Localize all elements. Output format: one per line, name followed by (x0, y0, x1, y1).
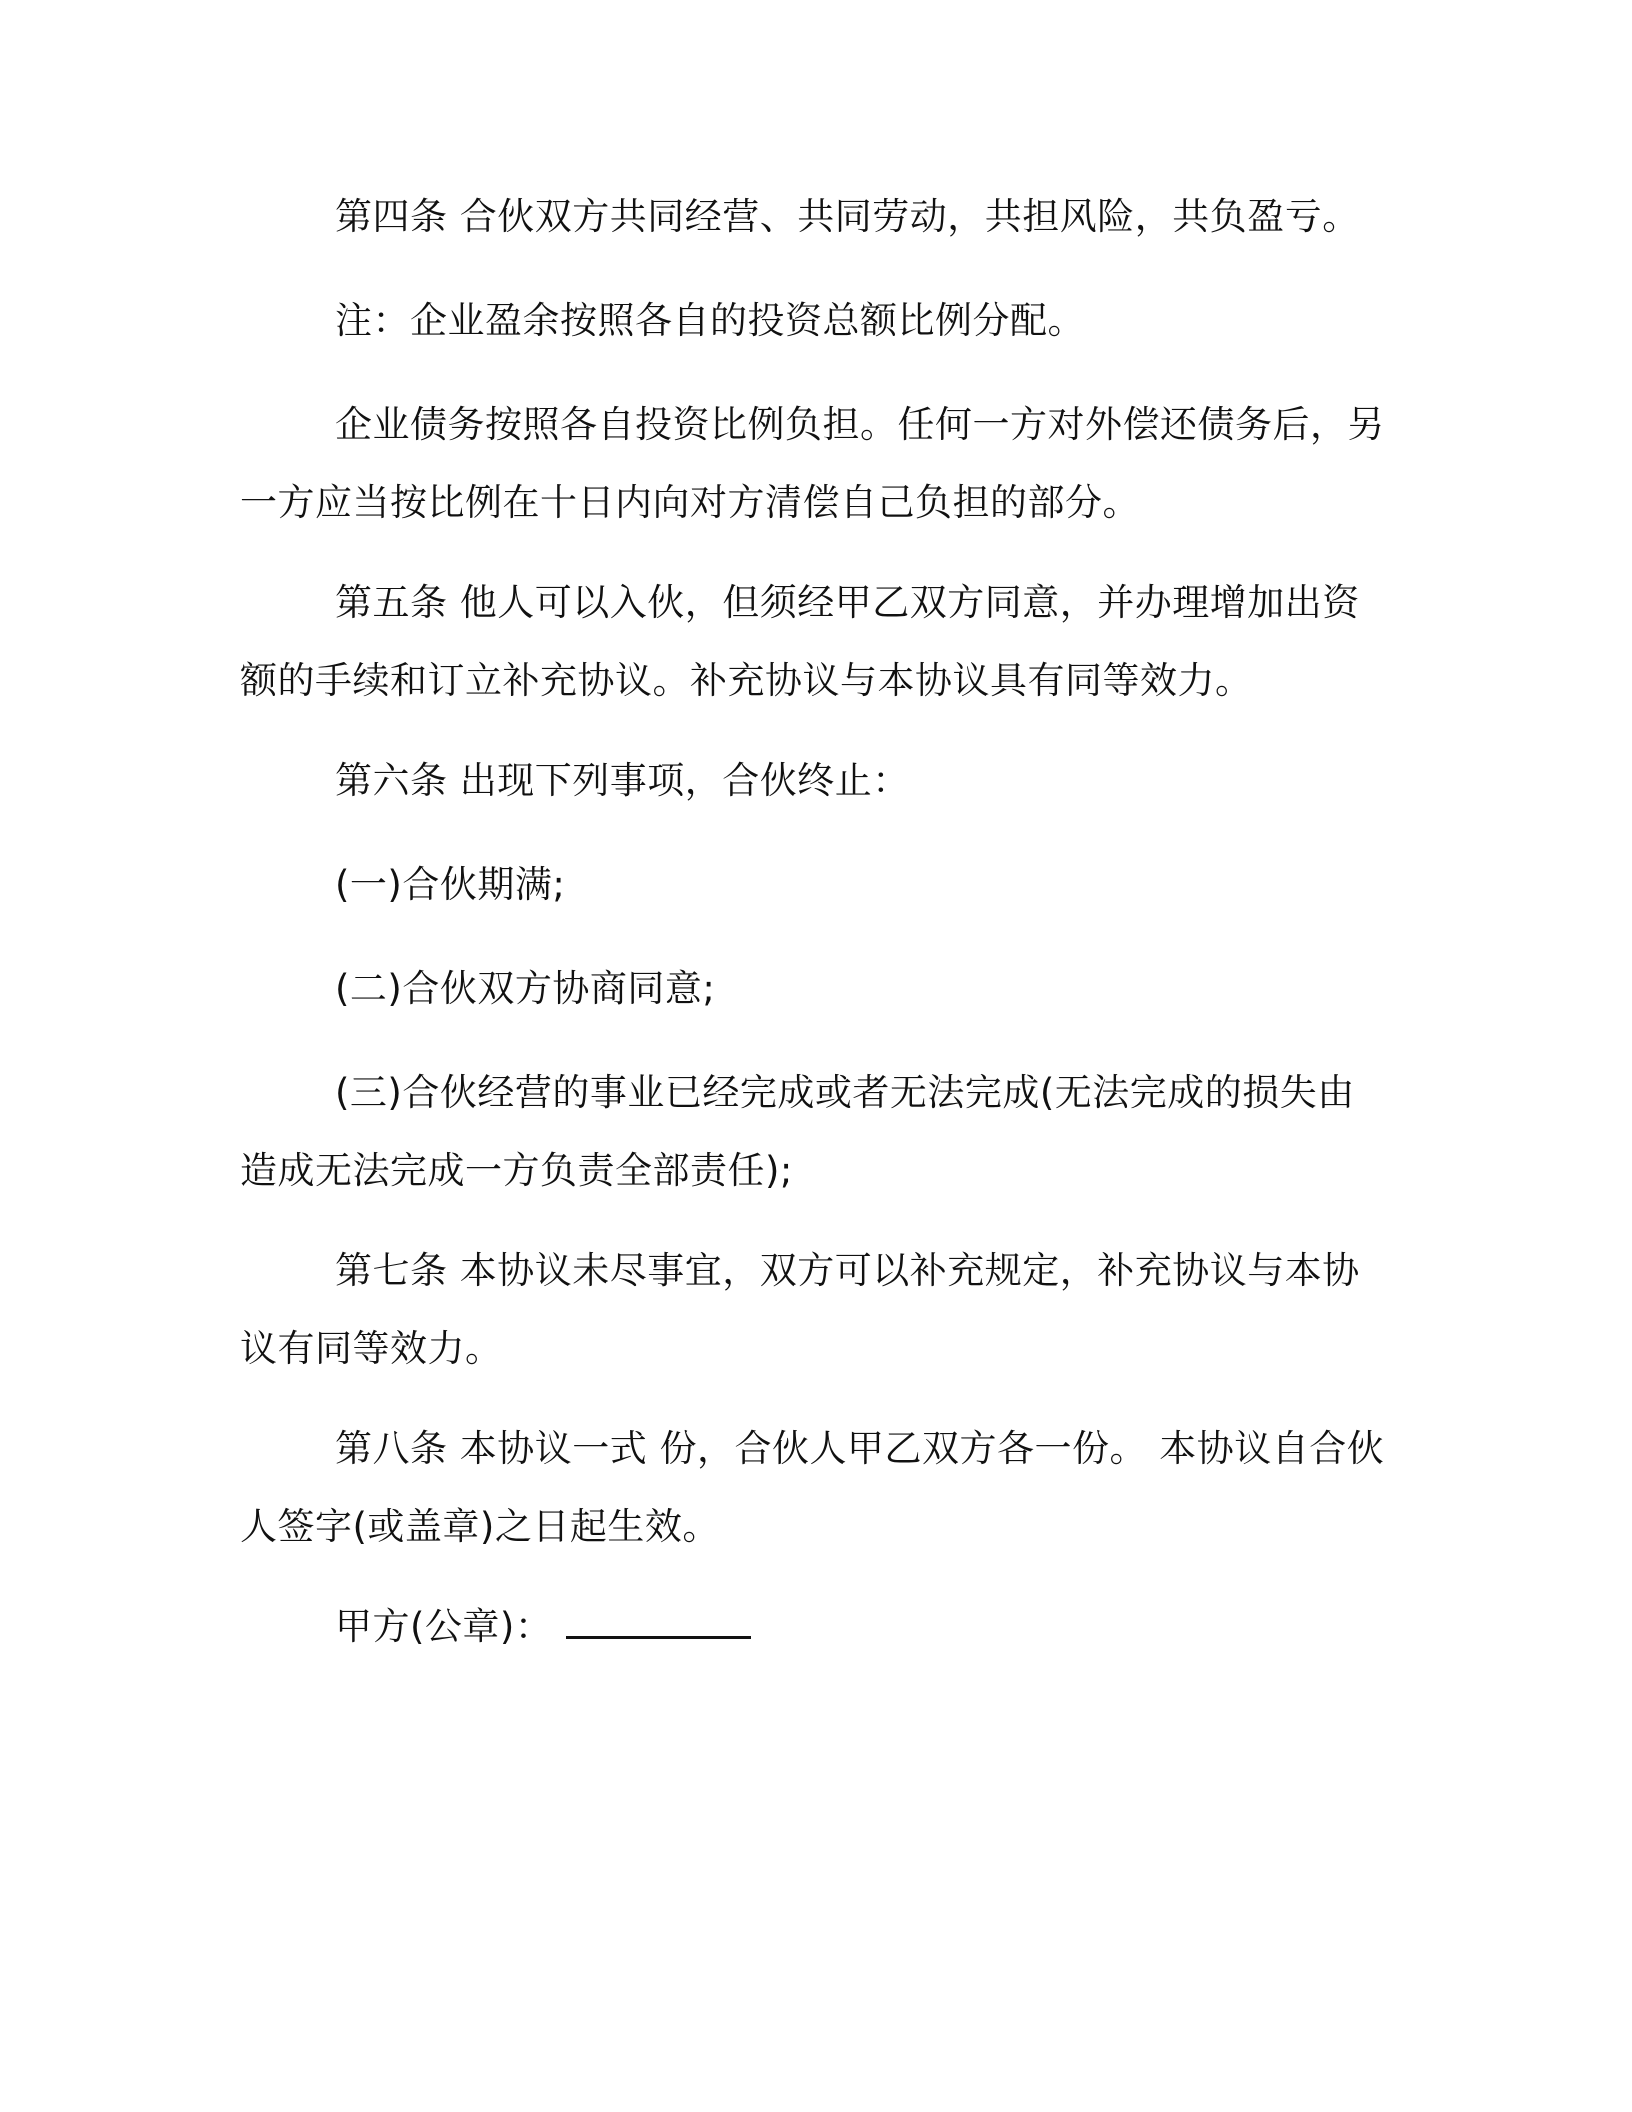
list-item-termination-1: (一)合伙期满; (335, 863, 566, 906)
paragraph-article-7: 第七条 本协议未尽事宜，双方可以补充规定，补充协议与本协议有同等效力。 (240, 1249, 1360, 1370)
paragraph-note-profit: 注：企业盈余按照各自的投资总额比例分配。 (335, 299, 1085, 342)
list-item-termination-3: (三)合伙经营的事业已经完成或者无法完成(无法完成的损失由造成无法完成一方负责全部责任); (240, 1071, 1355, 1192)
paragraph-article-5: 第五条 他人可以入伙，但须经甲乙双方同意，并办理增加出资额的手续和订立补充协议。补充协议与本协议具有同等效力。 (240, 581, 1360, 702)
paragraph-debt: 企业债务按照各自投资比例负担。任何一方对外偿还债务后，另一方应当按比例在十日内向对方清偿自己负担的部分。 (240, 403, 1385, 524)
signature-line-party-a (240, 1588, 1390, 1666)
paragraph-article-8: 第八条 本协议一式 份，合伙人甲乙双方各一份。 本协议自合伙人签字(或盖章)之日起生效。 (240, 1427, 1385, 1548)
signature-label: 甲方(公章)： (335, 1605, 553, 1648)
signature-blank[interactable] (566, 1606, 751, 1639)
list-item-termination-2: (二)合伙双方协商同意; (335, 967, 716, 1010)
paragraph-article-6: 第六条 出现下列事项，合伙终止： (335, 759, 910, 802)
paragraph-article-4: 第四条 合伙双方共同经营、共同劳动，共担风险，共负盈亏。 (335, 195, 1360, 238)
